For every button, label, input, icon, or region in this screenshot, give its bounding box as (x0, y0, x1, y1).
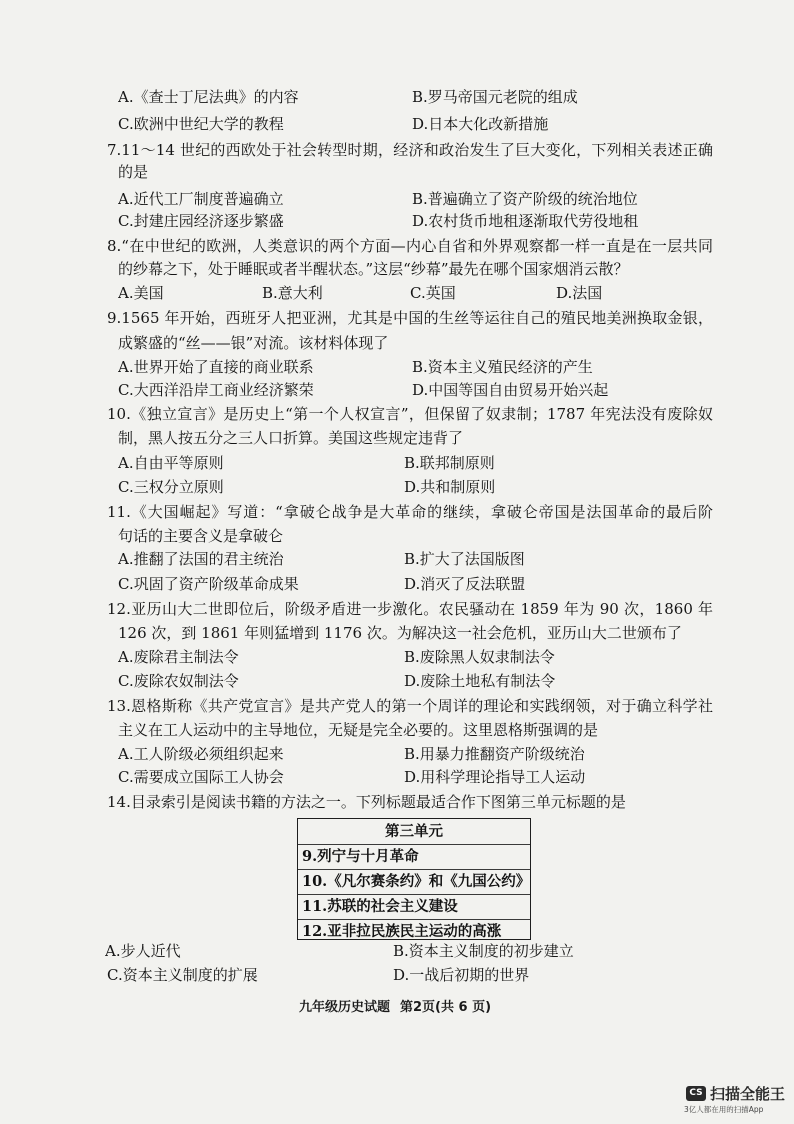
q7-stem-line-2: 的是 (118, 163, 149, 181)
q14-option-c: C.资本主义制度的扩展 (107, 966, 258, 984)
q14-unit-item: 12.亚非拉民族民主运动的高涨 (302, 923, 502, 940)
q7-option-b: B.普遍确立了资产阶级的统治地位 (412, 190, 638, 208)
q13-option-a: A.工人阶级必须组织起来 (118, 745, 284, 763)
q14-option-b: B.资本主义制度的初步建立 (393, 942, 574, 960)
q7-option-a: A.近代工厂制度普遍确立 (118, 190, 284, 208)
q14-unit-title: 第三单元 (298, 819, 530, 845)
q12-stem-line-2: 126 次，到 1861 年则猛增到 1176 次。为解决这一社会危机，亚历山大二世颁布了 (118, 624, 682, 642)
scanner-brand-name: 扫描全能王 (710, 1085, 786, 1103)
q8-option-c: C.英国 (410, 284, 456, 302)
q14-option-d: D.一战后初期的世界 (393, 966, 530, 984)
q6-option-d: D.日本大化改新措施 (412, 115, 549, 133)
q11-stem-line-1: 11.《大国崛起》写道：“拿破仑战争是大革命的继续，拿破仑帝国是法国革命的最后阶 (107, 503, 713, 521)
q14-stem-line-1: 14.目录索引是阅读书籍的方法之一。下列标题最适合作下图第三单元标题的是 (107, 793, 626, 811)
q11-stem-line-2: 句话的主要含义是拿破仑 (118, 527, 284, 545)
q7-option-d: D.农村货币地租逐渐取代劳役地租 (412, 212, 639, 230)
q14-unit-item: 9.列宁与十月革命 (298, 845, 530, 870)
q11-option-d: D.消灭了反法联盟 (404, 575, 526, 593)
q12-option-c: C.废除农奴制法令 (118, 672, 239, 690)
q13-stem-line-1: 13.恩格斯称《共产党宣言》是共产党人的第一个周详的理论和实践纲领，对于确立科学社 (107, 697, 713, 715)
q9-stem-line-2: 成繁盛的“丝——银”对流。该材料体现了 (118, 334, 389, 352)
q14-table-of-contents (297, 818, 531, 940)
q12-stem-line-1: 12.亚历山大二世即位后，阶级矛盾进一步激化。农民骚动在 1859 年为 90 次，1860 年 (107, 600, 713, 618)
q10-stem-line-2: 制，黑人按五分之三人口折算。美国这些规定违背了 (118, 429, 464, 447)
q8-option-d: D.法国 (556, 284, 603, 302)
q13-option-b: B.用暴力推翻资产阶级统治 (404, 745, 585, 763)
q10-option-d: D.共和制原则 (404, 478, 496, 496)
q9-option-a: A.世界开始了直接的商业联系 (118, 358, 314, 376)
q10-option-b: B.联邦制原则 (404, 454, 495, 472)
q11-option-c: C.巩固了资产阶级革命成果 (118, 575, 299, 593)
q9-option-b: B.资本主义殖民经济的产生 (412, 358, 593, 376)
footer-page-number: 第2页(共 6 页) (399, 1000, 492, 1015)
q12-option-b: B.废除黑人奴隶制法令 (404, 648, 555, 666)
q10-option-c: C.三权分立原则 (118, 478, 224, 496)
scanner-slogan: 3亿人都在用的扫描App (684, 1105, 764, 1114)
q8-stem-line-2: 的纱幕之下，处于睡眠或者半醒状态。”这层“纱幕”最先在哪个国家烟消云散？ (118, 260, 629, 278)
q6-option-c: C.欧洲中世纪大学的教程 (118, 115, 284, 133)
q7-stem-line-1: 7.11～14 世纪的西欧处于社会转型时期，经济和政治发生了巨大变化，下列相关表述正确 (107, 141, 713, 159)
q9-option-d: D.中国等国自由贸易开始兴起 (412, 381, 609, 399)
q13-option-d: D.用科学理论指导工人运动 (404, 768, 586, 786)
q10-option-a: A.自由平等原则 (118, 454, 224, 472)
q8-stem-line-1: 8.“在中世纪的欧洲，人类意识的两个方面—内心自省和外界观察都一样一直是在一层共同 (107, 237, 713, 255)
q9-option-c: C.大西洋沿岸工商业经济繁荣 (118, 381, 314, 399)
q12-option-d: D.废除土地私有制法令 (404, 672, 556, 690)
page-footer (250, 996, 540, 1015)
q8-option-b: B.意大利 (262, 284, 323, 302)
q12-option-a: A.废除君主制法令 (118, 648, 239, 666)
q6-option-a: A.《查士丁尼法典》的内容 (118, 88, 299, 106)
q14-unit-item: 11.苏联的社会主义建设 (298, 895, 530, 920)
footer-exam-title: 九年级历史试题 (298, 1000, 390, 1015)
scanner-logo-icon: CS (686, 1086, 706, 1101)
q13-stem-line-2: 主义在工人运动中的主导地位，无疑是完全必要的。这里恩格斯强调的是 (118, 721, 599, 739)
q6-option-b: B.罗马帝国元老院的组成 (412, 88, 578, 106)
q9-stem-line-1: 9.1565 年开始，西班牙人把亚洲，尤其是中国的生丝等运往自己的殖民地美洲换取金银， (107, 309, 713, 327)
q11-option-b: B.扩大了法国版图 (404, 550, 525, 568)
q7-option-c: C.封建庄园经济逐步繁盛 (118, 212, 284, 230)
q11-option-a: A.推翻了法国的君主统治 (118, 550, 284, 568)
q13-option-c: C.需要成立国际工人协会 (118, 768, 284, 786)
q8-option-a: A.美国 (118, 284, 164, 302)
q14-unit-item: 10.《凡尔赛条约》和《九国公约》 (298, 870, 530, 895)
q14-option-a: A.步人近代 (105, 942, 181, 960)
q10-stem-line-1: 10.《独立宣言》是历史上“第一个人权宣言”，但保留了奴隶制；1787 年宪法没有废除奴 (107, 405, 713, 423)
